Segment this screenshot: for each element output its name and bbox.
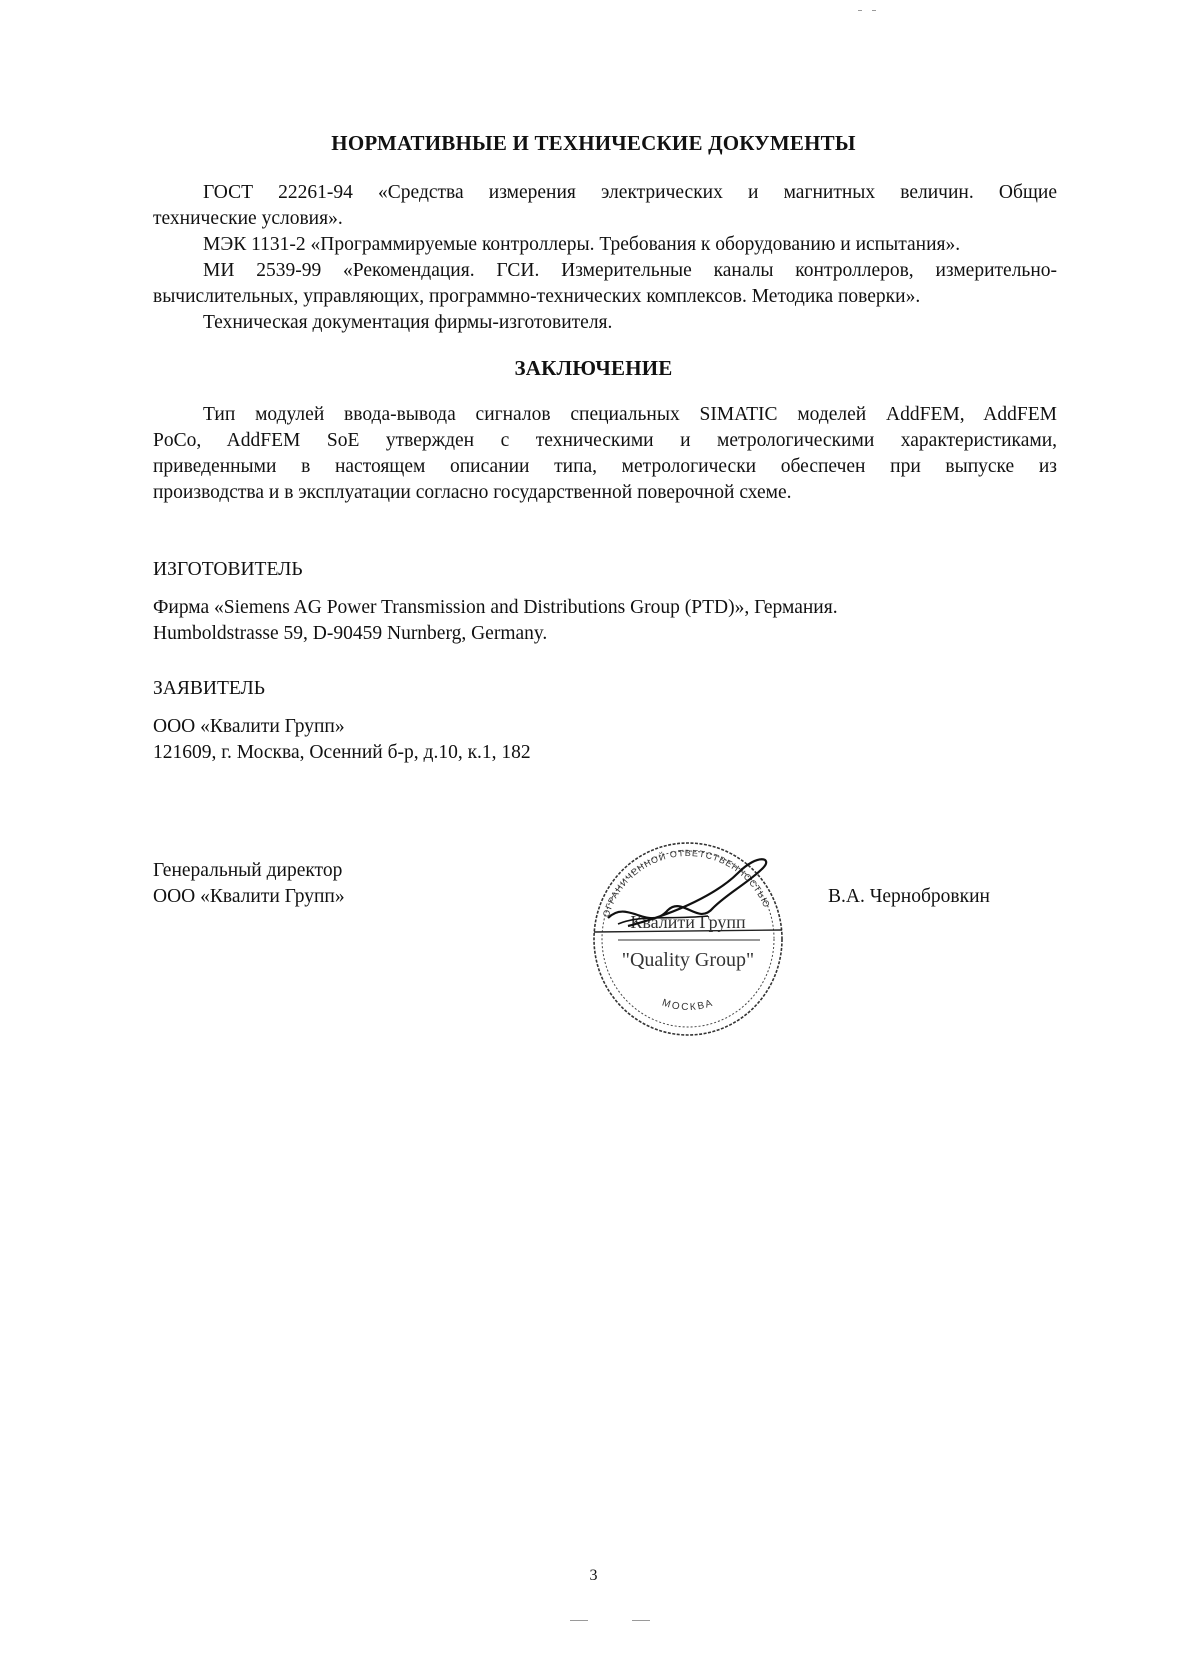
conclusion-heading: ЗАКЛЮЧЕНИЕ <box>514 356 673 380</box>
company-stamp <box>588 838 788 1038</box>
conclusion-line-4: производства и в эксплуатации согласно государственной поверочной схеме. <box>153 482 792 503</box>
scan-artifact <box>632 1620 650 1621</box>
norm-item-4: Техническая документация фирмы-изготовителя. <box>203 312 613 333</box>
norm-item-1-line2: технические условия». <box>153 208 343 229</box>
svg-text:МОСКВА: МОСКВА <box>660 997 716 1014</box>
signatory-position-line-2: ООО «Квалити Групп» <box>153 886 345 907</box>
conclusion-line-3: приведенными в настоящем описании типа, метрологически обеспечен при выпуске из <box>153 456 1057 477</box>
conclusion-line-2: PoCo, AddFEM SoE утвержден с техническими и метрологическими характеристиками, <box>153 430 1057 451</box>
conclusion-line-1: Тип модулей ввода-вывода сигналов специальных SIMATIC моделей AddFEM, AddFEM <box>203 404 1057 425</box>
norm-item-1-line1: ГОСТ 22261-94 «Средства измерения электрических и магнитных величин. Общие <box>203 182 1057 203</box>
scan-artifact <box>872 10 876 11</box>
applicant-line-1: ООО «Квалити Групп» <box>153 716 345 737</box>
stamp-seal-icon <box>588 838 788 1038</box>
manufacturer-label: ИЗГОТОВИТЕЛЬ <box>153 559 303 580</box>
svg-text:"Quality Group": "Quality Group" <box>621 949 755 971</box>
norm-item-3-line1: МИ 2539-99 «Рекомендация. ГСИ. Измерительные каналы контроллеров, измерительно- <box>203 260 1057 281</box>
svg-text:ОГРАНИЧЕННОЙ ОТВЕТСТВЕННОСТЬЮ: ОГРАНИЧЕННОЙ ОТВЕТСТВЕННОСТЬЮ <box>600 847 773 919</box>
svg-text:Квалити Групп: Квалити Групп <box>630 912 746 932</box>
manufacturer-line-1: Фирма «Siemens AG Power Transmission and Distributions Group (PTD)», Германия. <box>153 597 838 618</box>
norm-item-2: МЭК 1131-2 «Программируемые контроллеры. Требования к оборудованию и испытания». <box>203 234 961 255</box>
signatory-name: В.А. Чернобровкин <box>828 886 990 907</box>
page-number: 3 <box>589 1567 598 1584</box>
manufacturer-line-2: Humboldstrasse 59, D-90459 Nurnberg, Germany. <box>153 623 548 644</box>
scan-artifact <box>570 1620 588 1621</box>
signatory-position-line-1: Генеральный директор <box>153 860 343 881</box>
norms-heading: НОРМАТИВНЫЕ И ТЕХНИЧЕСКИЕ ДОКУМЕНТЫ <box>331 131 856 155</box>
applicant-label: ЗАЯВИТЕЛЬ <box>153 678 265 699</box>
scan-artifact <box>858 10 862 11</box>
applicant-line-2: 121609, г. Москва, Осенний б-р, д.10, к.1, 182 <box>153 742 531 763</box>
norm-item-3-line2: вычислительных, управляющих, программно-технических комплексов. Методика поверки». <box>153 286 921 307</box>
